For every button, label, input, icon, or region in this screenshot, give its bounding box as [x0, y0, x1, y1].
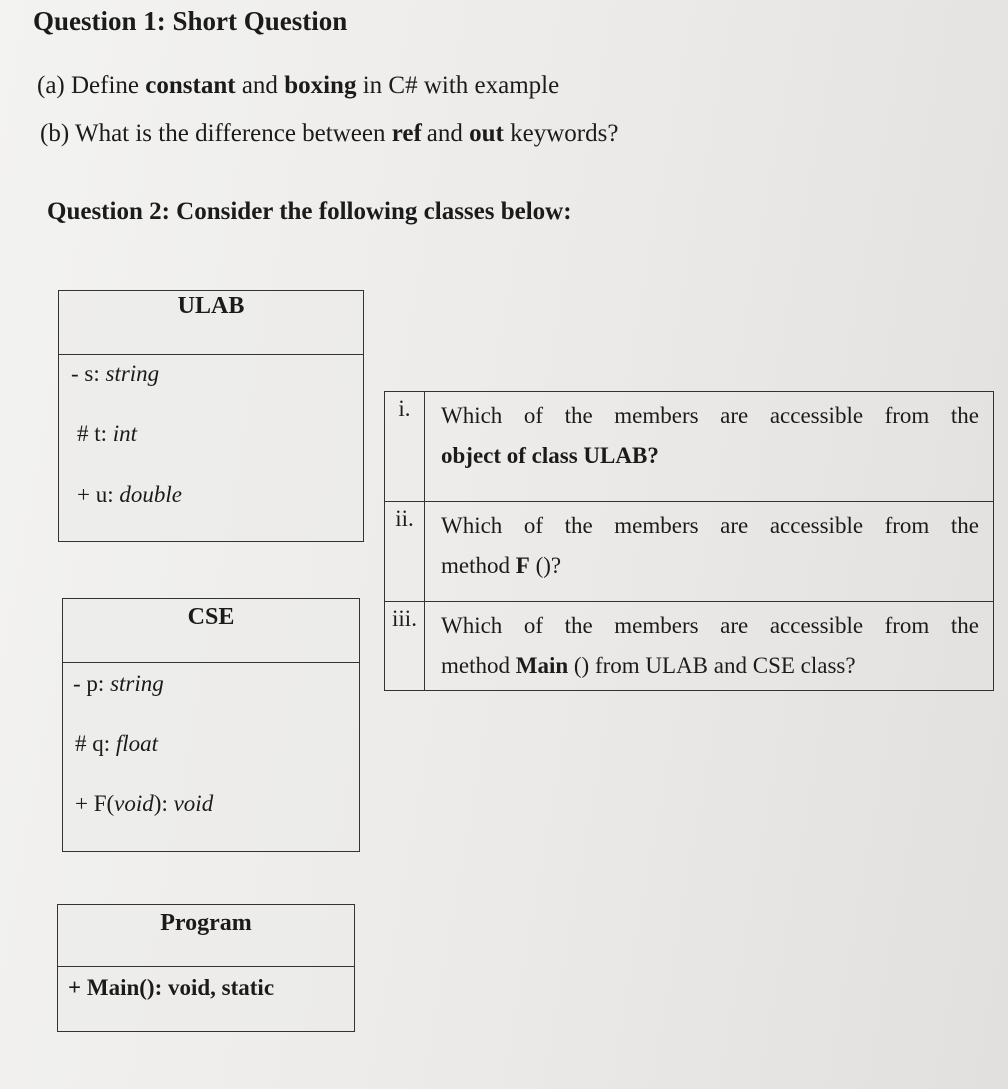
question-number: iii.	[385, 602, 425, 690]
class-name-cse: CSE	[63, 599, 359, 663]
attribute-u: + u: double	[77, 482, 182, 507]
class-box-ulab	[58, 290, 364, 542]
question-1a-label: (a)	[37, 72, 65, 99]
question-text: Which of the members are accessible from the method Main () from ULAB and CSE class?	[441, 613, 979, 678]
keyword-constant: constant	[145, 72, 236, 99]
question-number: ii.	[385, 502, 425, 601]
question-1a-text: in C# with example	[362, 72, 560, 99]
attribute-s: - s: string	[71, 361, 160, 386]
question-1a	[37, 72, 559, 100]
method-f: + F(void): void	[75, 791, 214, 816]
keyword-boxing: boxing	[284, 72, 357, 99]
keyword-out: out	[469, 120, 504, 147]
class-box-cse	[62, 598, 360, 852]
question-row-iii	[385, 602, 993, 690]
question-row-i	[385, 392, 993, 502]
questions-table	[384, 391, 994, 691]
question-1b-text: What is the difference between	[74, 120, 386, 147]
question-1a-text: and	[241, 72, 278, 99]
question-2-title: Question 2: Consider the following classes below:	[47, 198, 572, 225]
class-box-program	[57, 904, 355, 1032]
question-1b-label: (b)	[40, 120, 70, 147]
class-name-program: Program	[58, 905, 354, 967]
question-1-title: Question 1: Short Question	[33, 6, 348, 36]
question-1b	[40, 120, 618, 148]
question-1b-text: keywords?	[510, 120, 619, 147]
question-text: Which of the members are accessible from the object of class ULAB?	[441, 403, 979, 468]
method-main: + Main(): void, static	[68, 975, 275, 1000]
attribute-t: # t: int	[77, 421, 138, 446]
attribute-q: # q: float	[75, 731, 159, 756]
question-text: Which of the members are accessible from the method F ()?	[441, 513, 979, 578]
keyword-ref: ref	[391, 120, 422, 147]
question-number: i.	[385, 392, 425, 501]
question-row-ii	[385, 502, 993, 602]
class-name-ulab: ULAB	[59, 291, 363, 355]
question-1a-text: Define	[71, 72, 140, 99]
attribute-p: - p: string	[73, 671, 164, 696]
question-1b-text: and	[426, 120, 463, 147]
